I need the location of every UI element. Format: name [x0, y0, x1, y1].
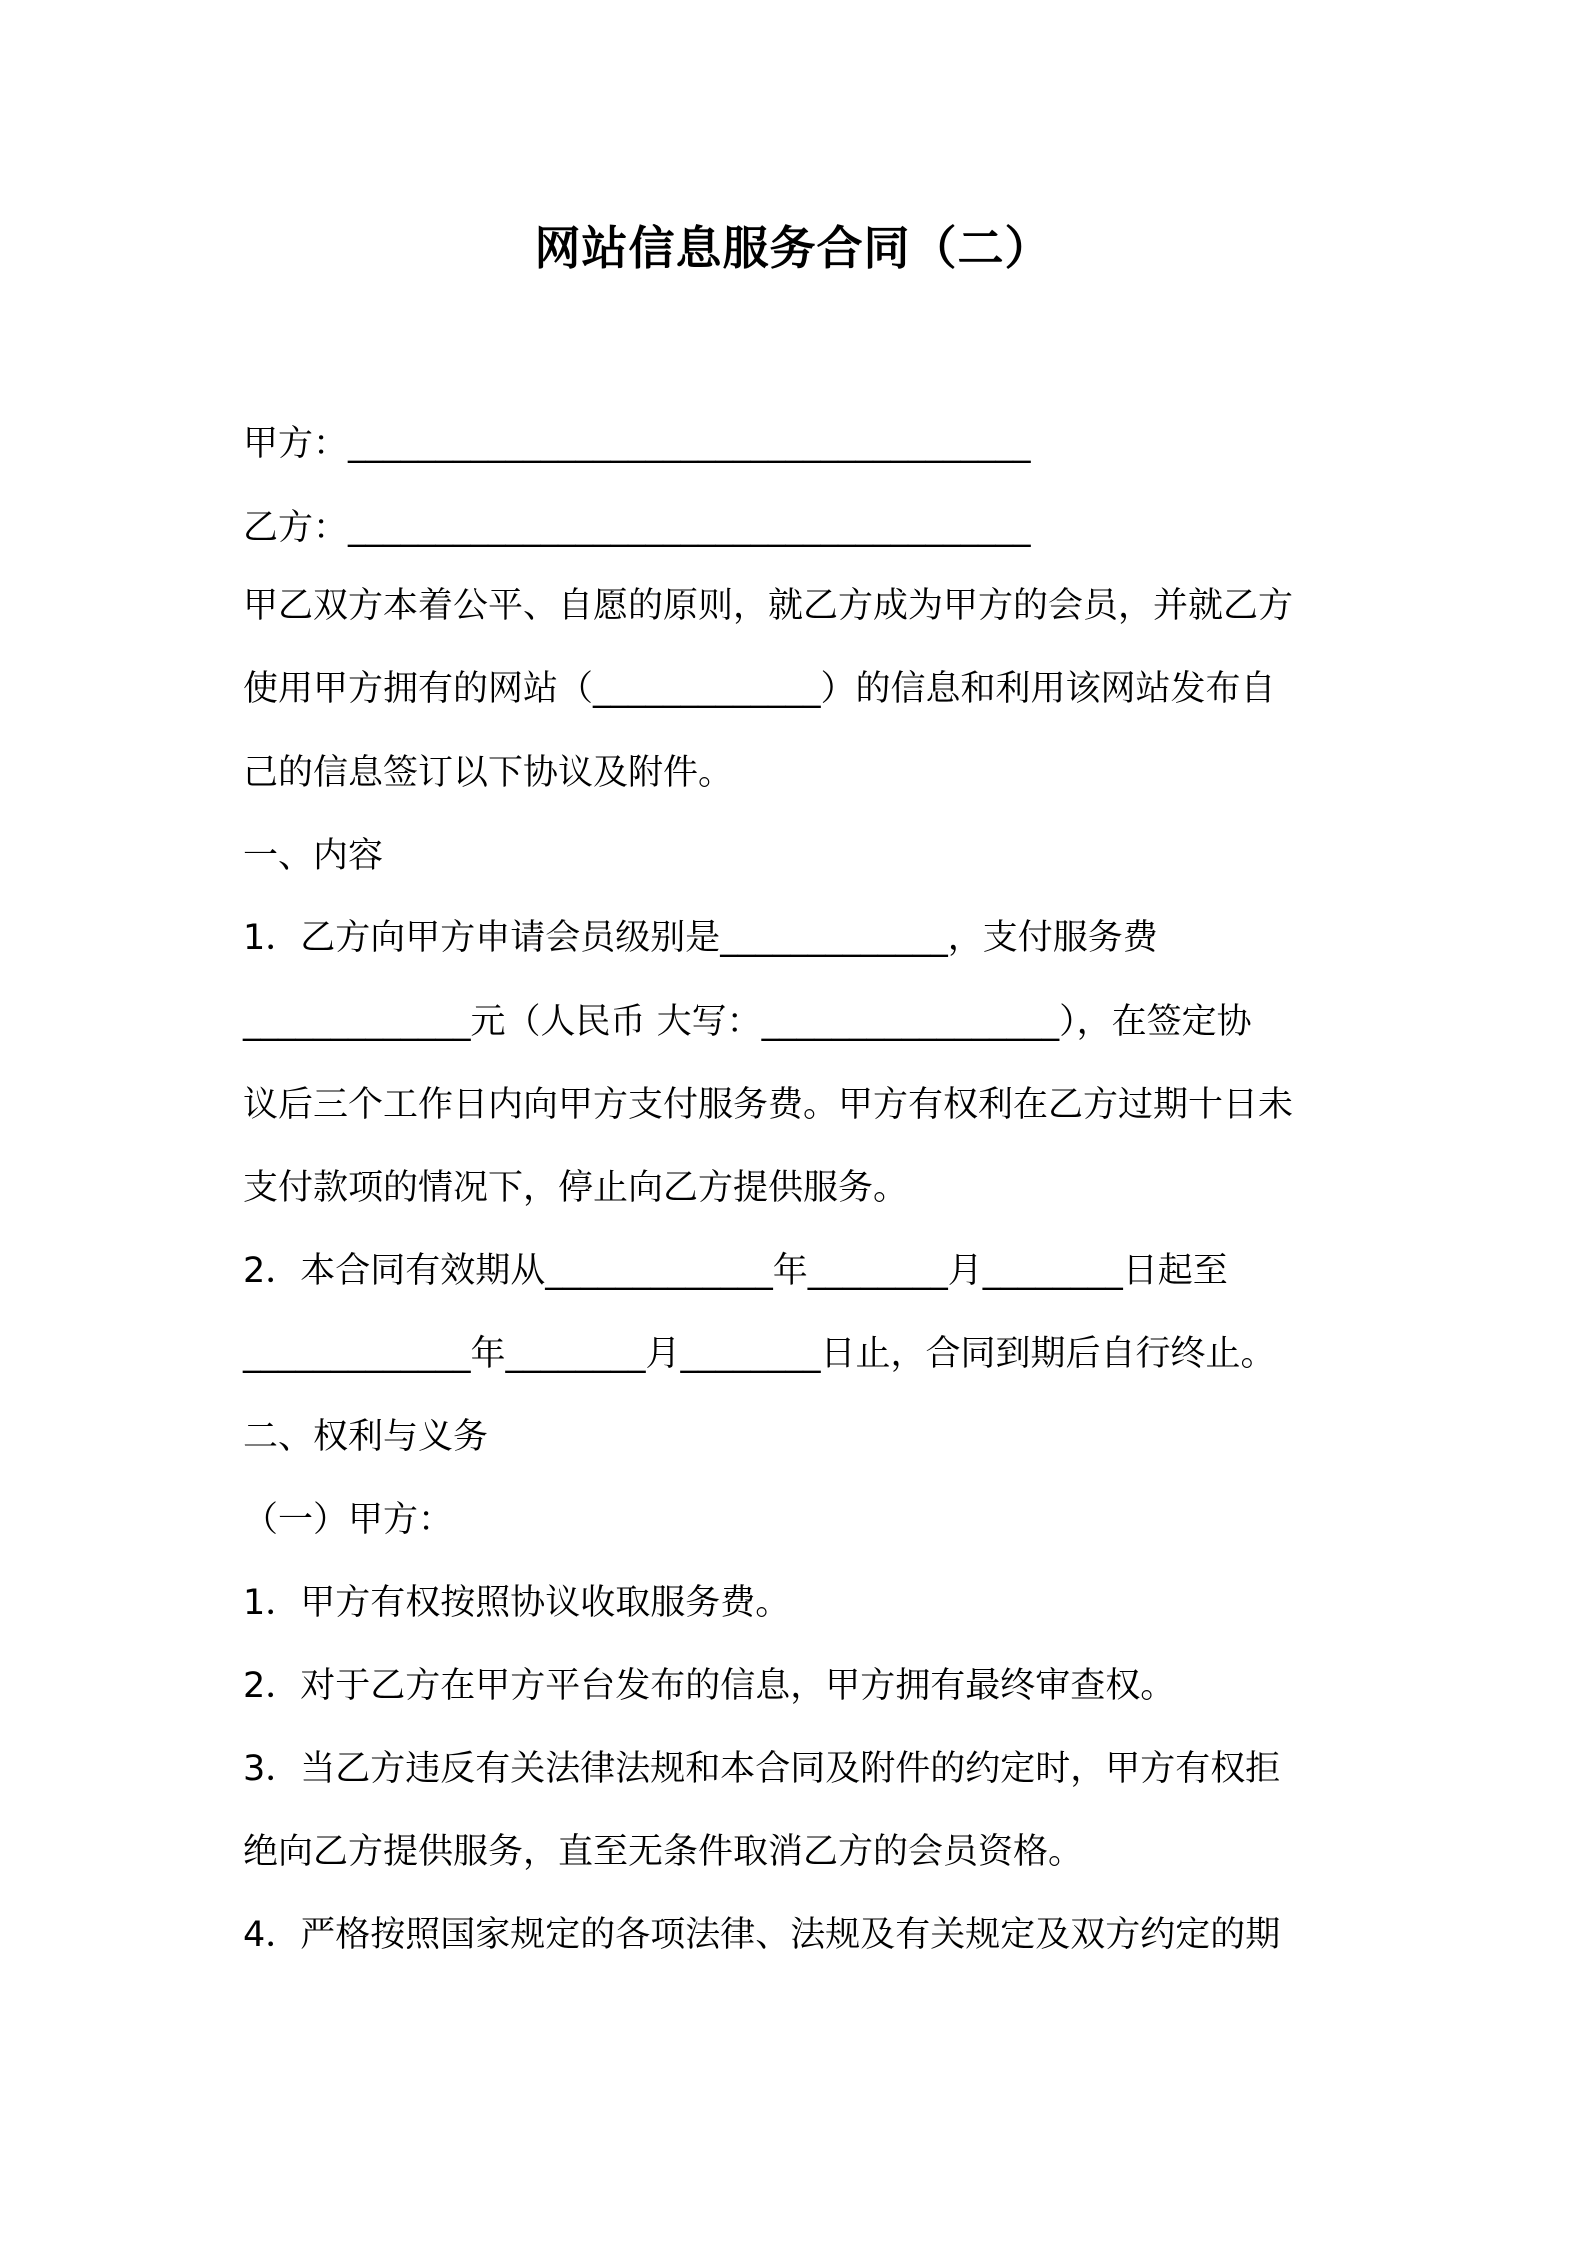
document-title: 网站信息服务合同（二）	[534, 221, 1052, 275]
clause-line: 1．乙方向甲方申请会员级别是_____________，支付服务费	[243, 918, 1158, 958]
clause-line: _____________元（人民币 大写：_________________），在签定协	[243, 1002, 1252, 1042]
clause-line: 2．对于乙方在甲方平台发布的信息，甲方拥有最终审查权。	[243, 1666, 1176, 1706]
section-heading: 一、内容	[243, 836, 384, 876]
party-b-line: 乙方：_______________________________________	[243, 508, 1031, 548]
section-heading: 二、权利与义务	[243, 1417, 489, 1457]
body-text-line: 甲乙双方本着公平、自愿的原则，就乙方成为甲方的会员，并就乙方	[243, 586, 1294, 626]
body-text-line: 己的信息签订以下协议及附件。	[243, 753, 734, 793]
clause-line: 绝向乙方提供服务，直至无条件取消乙方的会员资格。	[243, 1832, 1084, 1872]
clause-line: 4．严格按照国家规定的各项法律、法规及有关规定及双方约定的期	[243, 1915, 1281, 1955]
body-text-line: 使用甲方拥有的网站（_____________）的信息和利用该网站发布自	[243, 669, 1276, 709]
clause-line: 1．甲方有权按照协议收取服务费。	[243, 1583, 791, 1623]
clause-line: 支付款项的情况下，停止向乙方提供服务。	[243, 1168, 909, 1208]
clause-line: 3．当乙方违反有关法律法规和本合同及附件的约定时，甲方有权拒	[243, 1749, 1281, 1789]
clause-line: 议后三个工作日内向甲方支付服务费。甲方有权利在乙方过期十日未	[243, 1085, 1294, 1125]
party-a-line: 甲方：_______________________________________	[243, 424, 1031, 464]
clause-line: 2．本合同有效期从_____________年________月________日起至	[243, 1251, 1228, 1291]
clause-line: _____________年________月________日止，合同到期后自行终止。	[243, 1334, 1276, 1374]
subsection-heading: （一）甲方：	[243, 1500, 454, 1540]
